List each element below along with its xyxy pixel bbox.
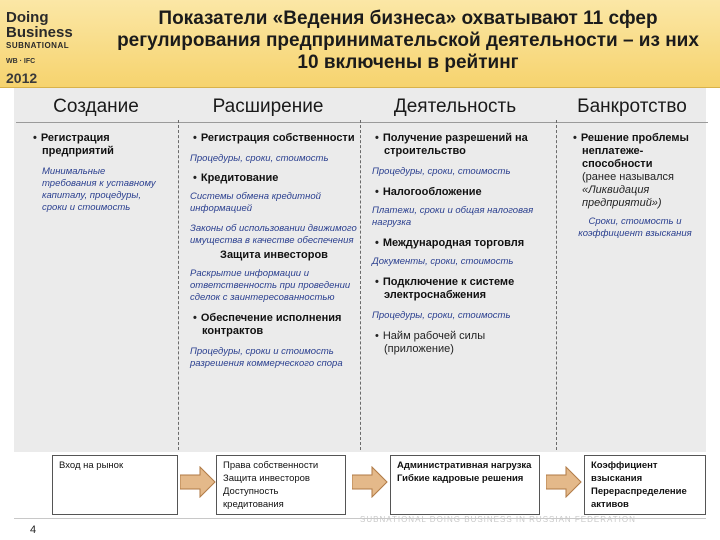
doing-business-logo: Doing Business SUBNATIONAL WB · IFC 2012	[6, 9, 73, 86]
indicator-note: Процедуры, сроки, стоимость	[372, 166, 511, 177]
note-text: (ранее назывался	[582, 171, 674, 183]
bullet-item: • Получение разрешений на строительство	[375, 132, 528, 157]
section-label: Защита инвесторов	[220, 249, 328, 261]
indicator-note: Процедуры, сроки и стоимость разрешения коммерческого спора	[190, 346, 343, 369]
page-number: 4	[30, 524, 37, 536]
footer-watermark: SUBNATIONAL DOING BUSINESS IN RUSSIAN FEDERATION	[360, 515, 636, 524]
header-divider	[16, 122, 708, 123]
column-operations	[372, 132, 550, 356]
indicator-note: Процедуры, сроки, стоимость	[372, 310, 511, 321]
indicator-note: Системы обмена кредитной информацией	[190, 191, 321, 214]
summary-box-insolvency: Коэффициент взыскания Перераспределение активов	[584, 455, 706, 515]
bullet-item: • Международная торговля	[375, 237, 525, 249]
arrow-right-icon	[352, 466, 388, 498]
indicator-note: Документы, сроки, стоимость	[372, 256, 514, 267]
column-header-operations: Деятельность	[393, 96, 517, 117]
bullet-item-appendix: • Найм рабочей силы (приложение)	[375, 330, 486, 355]
bullet-item: • Решение проблемы неплатеже-способности	[573, 132, 689, 170]
indicator-note: Сроки, стоимость и коэффициент взыскания	[578, 216, 692, 239]
column-insolvency	[570, 132, 700, 240]
bullet-item: • Подключение к системе электроснабжения	[375, 276, 515, 301]
note-text: «Ликвидация предприятий»)	[582, 184, 662, 209]
indicator-note: Законы об использовании движимого имущества в качестве обеспечения	[190, 223, 357, 246]
column-creation	[30, 132, 160, 214]
column-header-creation: Создание	[53, 96, 139, 117]
bullet-item: • Регистрация собственности	[193, 132, 355, 144]
indicator-note: Платежи, сроки и общая налоговая нагрузка	[372, 205, 534, 228]
indicator-note: Раскрытие информации и ответственность при проведении сделок с заинтересованностью	[190, 268, 351, 303]
summary-box-entry: Вход на рынок	[52, 455, 178, 515]
header-banner	[0, 0, 720, 88]
bullet-item: • Регистрация предприятий	[33, 132, 114, 157]
bullet-item: • Кредитование	[193, 172, 279, 184]
bullet-item: • Налогообложение	[375, 186, 482, 198]
column-divider	[360, 120, 361, 450]
slide-title: Показатели «Ведения бизнеса» охватывают 11 сфер регулирования предпринимательской деятельности – из них 10 включены в рейтинг	[117, 8, 699, 73]
summary-box-expansion: Права собственности Защита инвесторов Доступность кредитования	[216, 455, 346, 515]
column-header-expansion: Расширение	[212, 96, 324, 117]
indicator-note: Процедуры, сроки, стоимость	[190, 153, 329, 164]
summary-box-operations: Административная нагрузка Гибкие кадровые решения	[390, 455, 540, 515]
indicator-note: Минимальные требования к уставному капиталу, процедуры, сроки и стоимость	[42, 166, 156, 213]
arrow-right-icon	[180, 466, 216, 498]
arrow-right-icon	[546, 466, 582, 498]
column-divider	[556, 120, 557, 450]
bullet-item: • Обеспечение исполнения контрактов	[193, 312, 342, 337]
column-divider	[178, 120, 179, 450]
column-header-insolvency: Банкротство	[577, 96, 687, 117]
column-expansion	[190, 132, 358, 370]
